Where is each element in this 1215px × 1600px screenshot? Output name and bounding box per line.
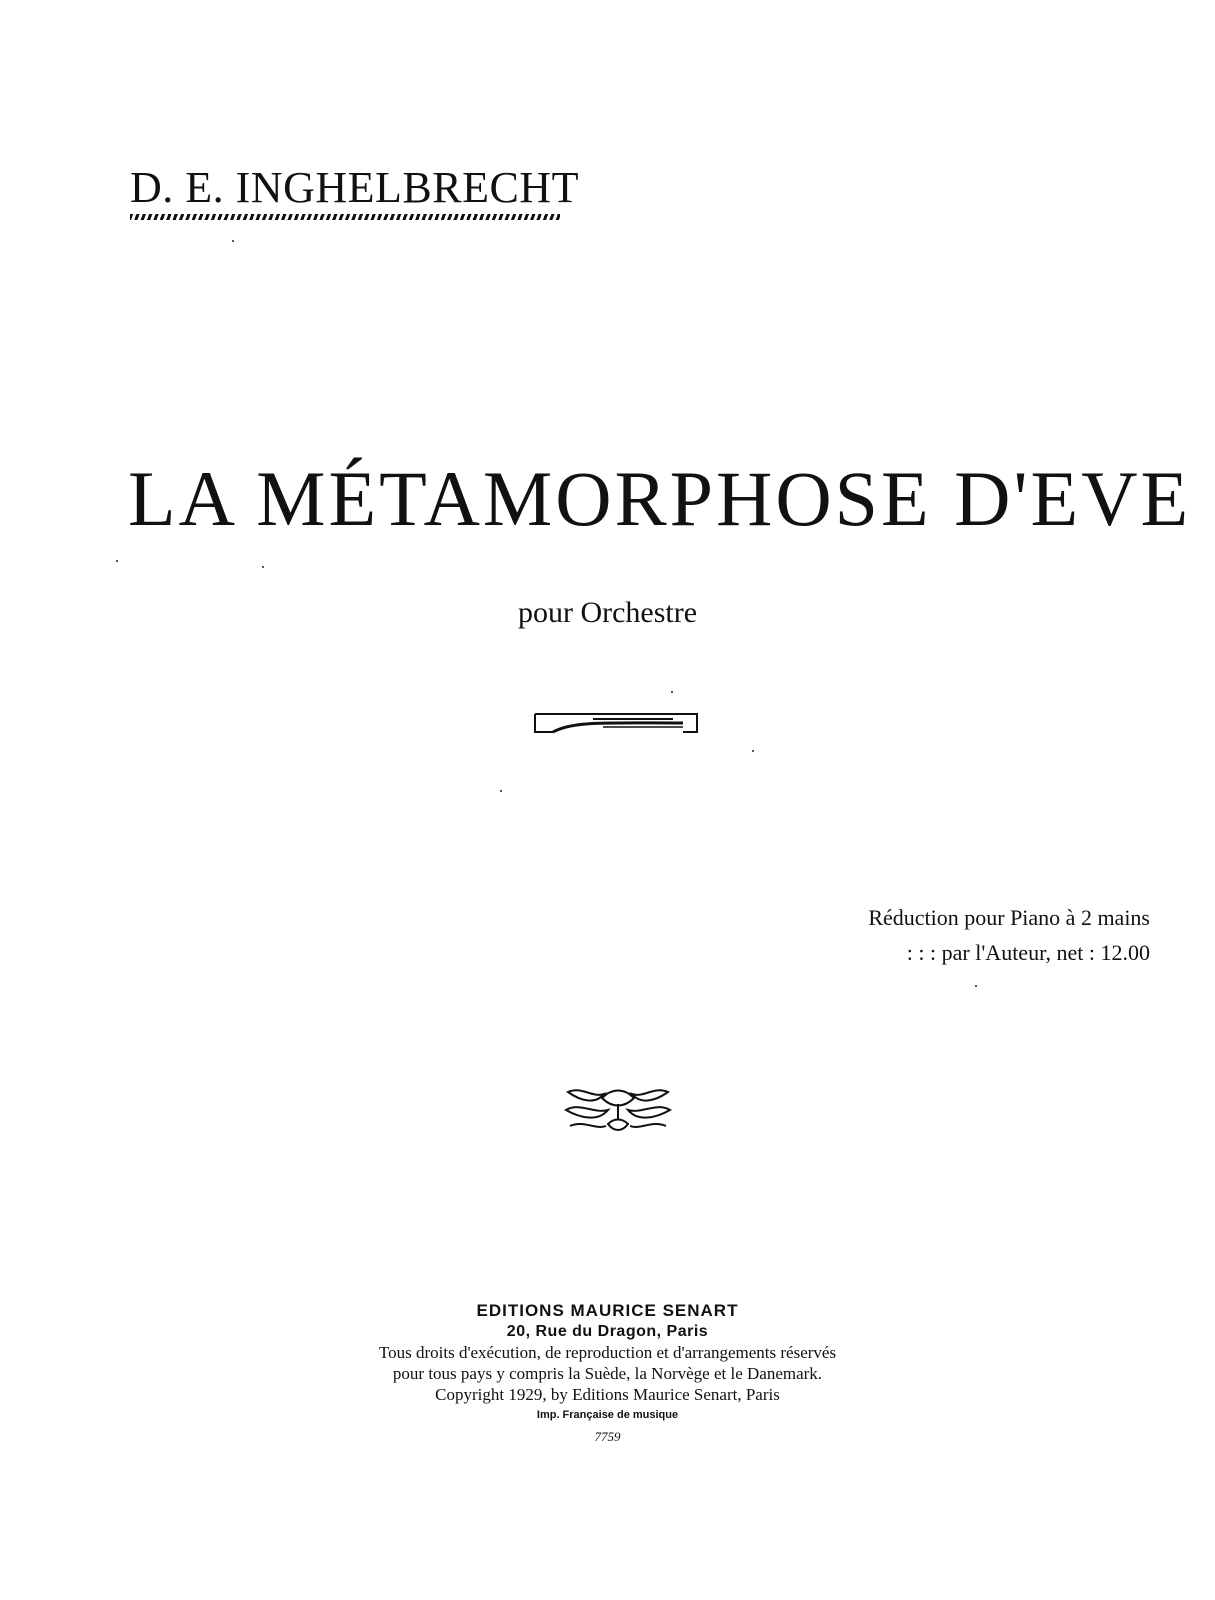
plate-number: 7759 (594, 1429, 621, 1444)
copyright-line: Copyright 1929, by Editions Maurice Senart, Paris (435, 1385, 780, 1404)
composer-name: D. E. INGHELBRECHT (130, 163, 579, 212)
publisher-name: EDITIONS MAURICE SENART (476, 1301, 739, 1320)
publisher-block (0, 1300, 1215, 1447)
scan-speck (500, 790, 502, 792)
scan-speck (752, 750, 754, 752)
printer-line: Imp. Française de musique (536, 1409, 679, 1421)
scan-speck (671, 691, 673, 693)
scan-speck (975, 985, 977, 987)
rights-line-1: Tous droits d'exécution, de reproduction et d'arrangements réservés (378, 1343, 837, 1362)
work-title: LA MÉTAMORPHOSE D'EVE (128, 455, 1192, 542)
edition-line-2: : : : par l'Auteur, net : 12.00 (906, 940, 1150, 965)
edition-line-1: Réduction pour Piano à 2 mains (868, 905, 1150, 930)
scan-speck (262, 566, 264, 568)
decorative-rule (130, 214, 560, 220)
rights-line-2: pour tous pays y compris la Suède, la Norvège et le Danemark. (392, 1364, 823, 1383)
bracket-ornament-icon (533, 711, 699, 740)
scan-speck (232, 240, 234, 242)
floral-vignette-icon (562, 1084, 674, 1141)
publisher-address: 20, Rue du Dragon, Paris (506, 1323, 709, 1340)
scan-speck (116, 560, 118, 562)
subtitle: pour Orchestre (517, 596, 698, 629)
